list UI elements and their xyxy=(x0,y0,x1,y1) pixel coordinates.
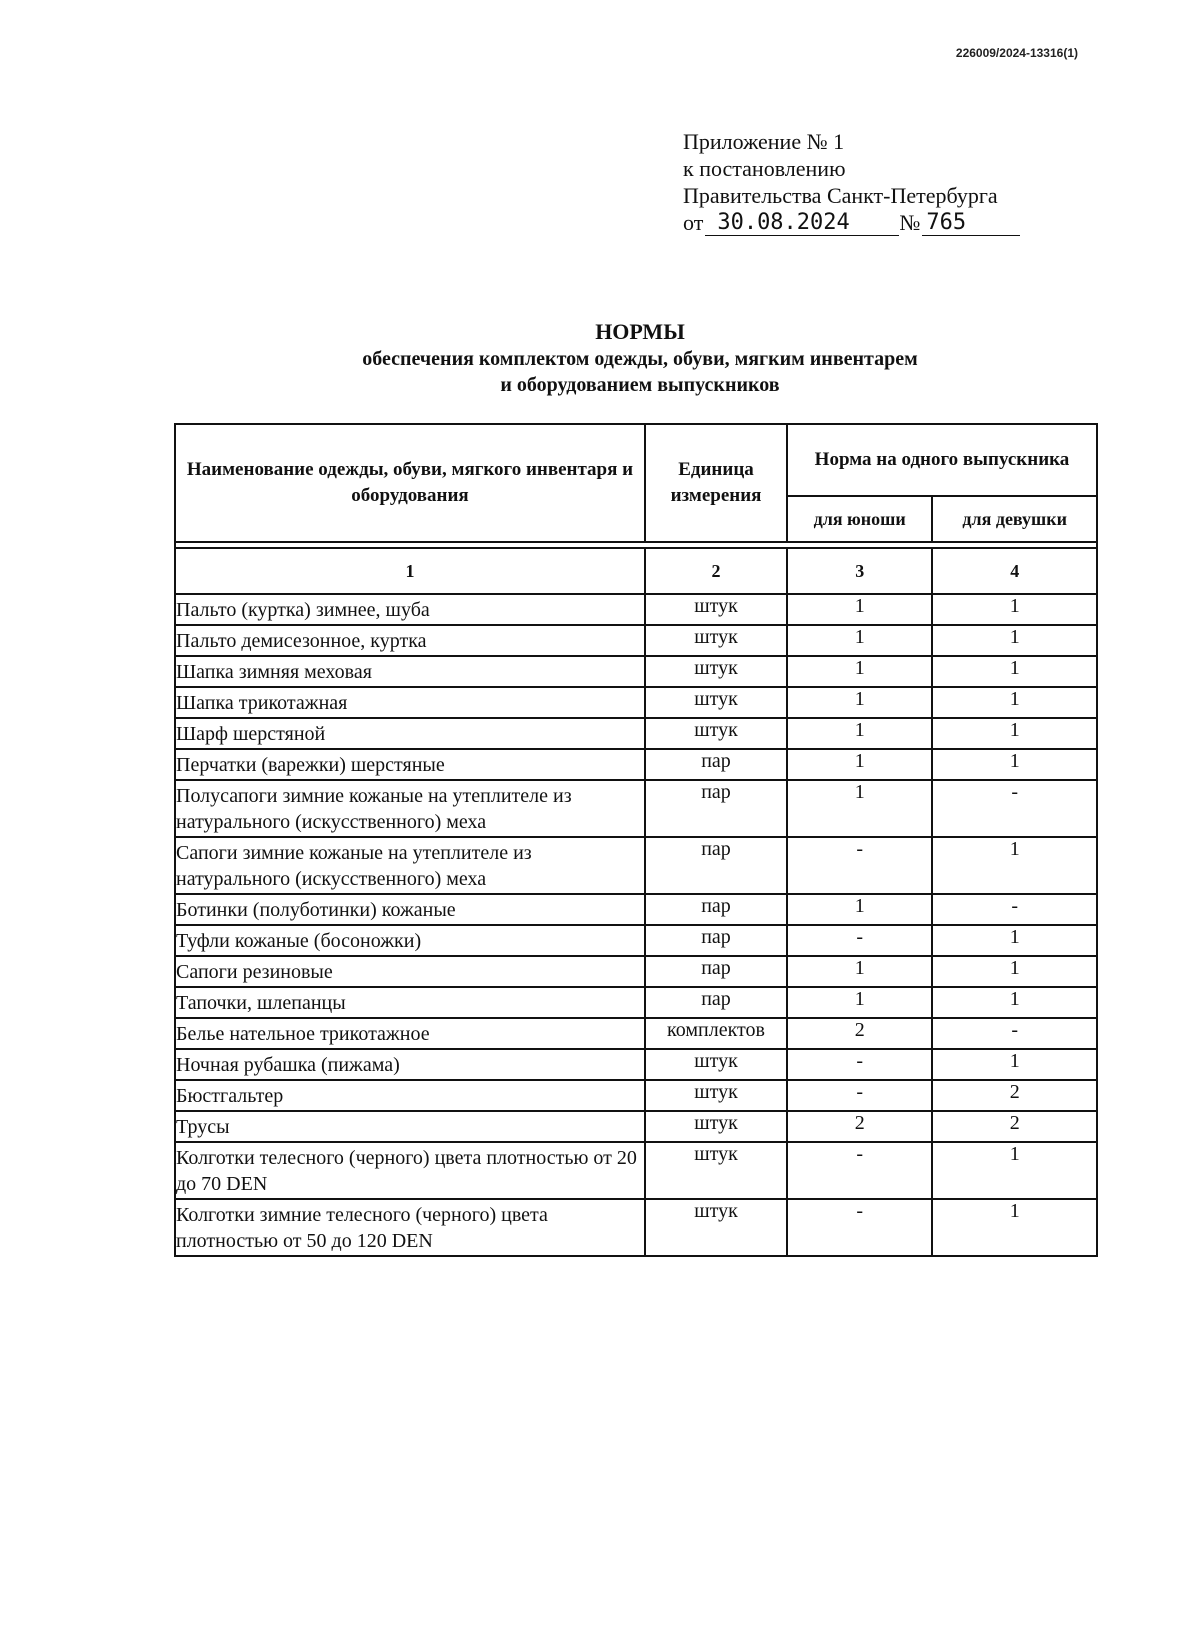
item-name: Шапка зимняя меховая xyxy=(175,656,645,687)
item-unit: штук xyxy=(645,687,787,718)
item-norm-girls: 1 xyxy=(932,1049,1097,1080)
item-norm-boys: - xyxy=(787,925,932,956)
item-norm-girls: 1 xyxy=(932,749,1097,780)
item-unit: пар xyxy=(645,749,787,780)
item-norm-boys: 1 xyxy=(787,987,932,1018)
table-row xyxy=(175,987,1097,1018)
table-row xyxy=(175,687,1097,718)
item-norm-boys: 2 xyxy=(787,1018,932,1049)
table-row xyxy=(175,1199,1097,1256)
item-norm-girls: - xyxy=(932,780,1097,837)
column-number-2: 2 xyxy=(645,548,787,594)
item-unit: штук xyxy=(645,594,787,625)
item-name: Туфли кожаные (босоножки) xyxy=(175,925,645,956)
column-number-4: 4 xyxy=(932,548,1097,594)
item-norm-girls: 2 xyxy=(932,1080,1097,1111)
annex-line-2: к постановлению xyxy=(683,156,846,181)
item-name: Сапоги зимние кожаные на утеплителе из натурального (искусственного) меха xyxy=(175,837,645,894)
table-row xyxy=(175,594,1097,625)
item-norm-girls: 1 xyxy=(932,956,1097,987)
item-norm-girls: - xyxy=(932,1018,1097,1049)
item-name: Трусы xyxy=(175,1111,645,1142)
item-unit: штук xyxy=(645,718,787,749)
header-norm: Норма на одного выпускника xyxy=(787,424,1097,496)
item-name: Колготки телесного (черного) цвета плотностью от 20 до 70 DEN xyxy=(175,1142,645,1199)
item-unit: штук xyxy=(645,625,787,656)
table-row xyxy=(175,1080,1097,1111)
item-name: Белье нательное трикотажное xyxy=(175,1018,645,1049)
annex-block xyxy=(683,128,1020,236)
item-name: Полусапоги зимние кожаные на утеплителе из натурального (искусственного) меха xyxy=(175,780,645,837)
page-title: НОРМЫ xyxy=(595,319,685,344)
item-norm-boys: 1 xyxy=(787,687,932,718)
header-girls: для девушки xyxy=(932,496,1097,542)
item-norm-boys: 1 xyxy=(787,894,932,925)
item-norm-boys: - xyxy=(787,1080,932,1111)
item-unit: пар xyxy=(645,837,787,894)
resolution-date: 30.08.2024 xyxy=(705,211,899,236)
table-row xyxy=(175,894,1097,925)
item-name: Колготки зимние телесного (черного) цвета плотностью от 50 до 120 DEN xyxy=(175,1199,645,1256)
item-name: Пальто демисезонное, куртка xyxy=(175,625,645,656)
table-row xyxy=(175,1111,1097,1142)
item-unit: пар xyxy=(645,987,787,1018)
header-unit: Единица измерения xyxy=(645,424,787,542)
annex-line-1: Приложение № 1 xyxy=(683,129,845,154)
item-name: Перчатки (варежки) шерстяные xyxy=(175,749,645,780)
annex-line-3: Правительства Санкт-Петербурга xyxy=(683,183,998,208)
header-name: Наименование одежды, обуви, мягкого инвентаря и оборудования xyxy=(175,424,645,542)
item-norm-boys: 1 xyxy=(787,956,932,987)
item-norm-girls: 1 xyxy=(932,1199,1097,1256)
item-norm-boys: 1 xyxy=(787,656,932,687)
table-row xyxy=(175,837,1097,894)
item-norm-girls: 1 xyxy=(932,987,1097,1018)
item-unit: штук xyxy=(645,1142,787,1199)
item-name: Пальто (куртка) зимнее, шуба xyxy=(175,594,645,625)
item-unit: штук xyxy=(645,1080,787,1111)
table-row xyxy=(175,656,1097,687)
table-row xyxy=(175,780,1097,837)
item-norm-girls: 1 xyxy=(932,718,1097,749)
item-norm-boys: - xyxy=(787,1199,932,1256)
item-unit: комплектов xyxy=(645,1018,787,1049)
item-name: Ботинки (полуботинки) кожаные xyxy=(175,894,645,925)
item-norm-boys: 1 xyxy=(787,594,932,625)
table-row xyxy=(175,1049,1097,1080)
number-prefix: № xyxy=(899,210,921,235)
item-norm-girls: 1 xyxy=(932,837,1097,894)
item-norm-girls: 1 xyxy=(932,656,1097,687)
table-row xyxy=(175,1018,1097,1049)
annex-date-line xyxy=(683,209,1020,236)
table-row xyxy=(175,956,1097,987)
item-norm-boys: 2 xyxy=(787,1111,932,1142)
item-norm-boys: - xyxy=(787,837,932,894)
table-row xyxy=(175,749,1097,780)
item-unit: пар xyxy=(645,894,787,925)
item-norm-girls: 1 xyxy=(932,687,1097,718)
item-norm-girls: 1 xyxy=(932,925,1097,956)
item-norm-boys: 1 xyxy=(787,780,932,837)
item-norm-boys: 1 xyxy=(787,625,932,656)
item-norm-girls: 1 xyxy=(932,1142,1097,1199)
item-unit: штук xyxy=(645,1111,787,1142)
table-row xyxy=(175,1142,1097,1199)
item-norm-girls: 1 xyxy=(932,625,1097,656)
item-unit: штук xyxy=(645,656,787,687)
column-number-1: 1 xyxy=(175,548,645,594)
item-norm-girls: 1 xyxy=(932,594,1097,625)
page-subtitle-1: обеспечения комплектом одежды, обуви, мягким инвентарем xyxy=(362,348,918,370)
document-id: 226009/2024-13316(1) xyxy=(955,46,1078,60)
item-norm-girls: - xyxy=(932,894,1097,925)
title-block xyxy=(0,318,1200,398)
item-norm-girls: 2 xyxy=(932,1111,1097,1142)
date-prefix: от xyxy=(683,210,704,235)
table-row xyxy=(175,718,1097,749)
item-name: Бюстгальтер xyxy=(175,1080,645,1111)
column-number-3: 3 xyxy=(787,548,932,594)
table-row xyxy=(175,625,1097,656)
item-name: Шарф шерстяной xyxy=(175,718,645,749)
item-norm-boys: - xyxy=(787,1142,932,1199)
resolution-number: 765 xyxy=(922,211,1020,236)
item-norm-boys: 1 xyxy=(787,749,932,780)
item-unit: пар xyxy=(645,780,787,837)
item-name: Шапка трикотажная xyxy=(175,687,645,718)
item-name: Ночная рубашка (пижама) xyxy=(175,1049,645,1080)
table-row xyxy=(175,925,1097,956)
item-norm-boys: 1 xyxy=(787,718,932,749)
item-unit: штук xyxy=(645,1199,787,1256)
item-name: Сапоги резиновые xyxy=(175,956,645,987)
item-unit: штук xyxy=(645,1049,787,1080)
page-subtitle-2: и оборудованием выпускников xyxy=(500,374,780,396)
item-unit: пар xyxy=(645,956,787,987)
item-name: Тапочки, шлепанцы xyxy=(175,987,645,1018)
norms-table xyxy=(174,423,1098,1257)
item-unit: пар xyxy=(645,925,787,956)
header-boys: для юноши xyxy=(787,496,932,542)
item-norm-boys: - xyxy=(787,1049,932,1080)
